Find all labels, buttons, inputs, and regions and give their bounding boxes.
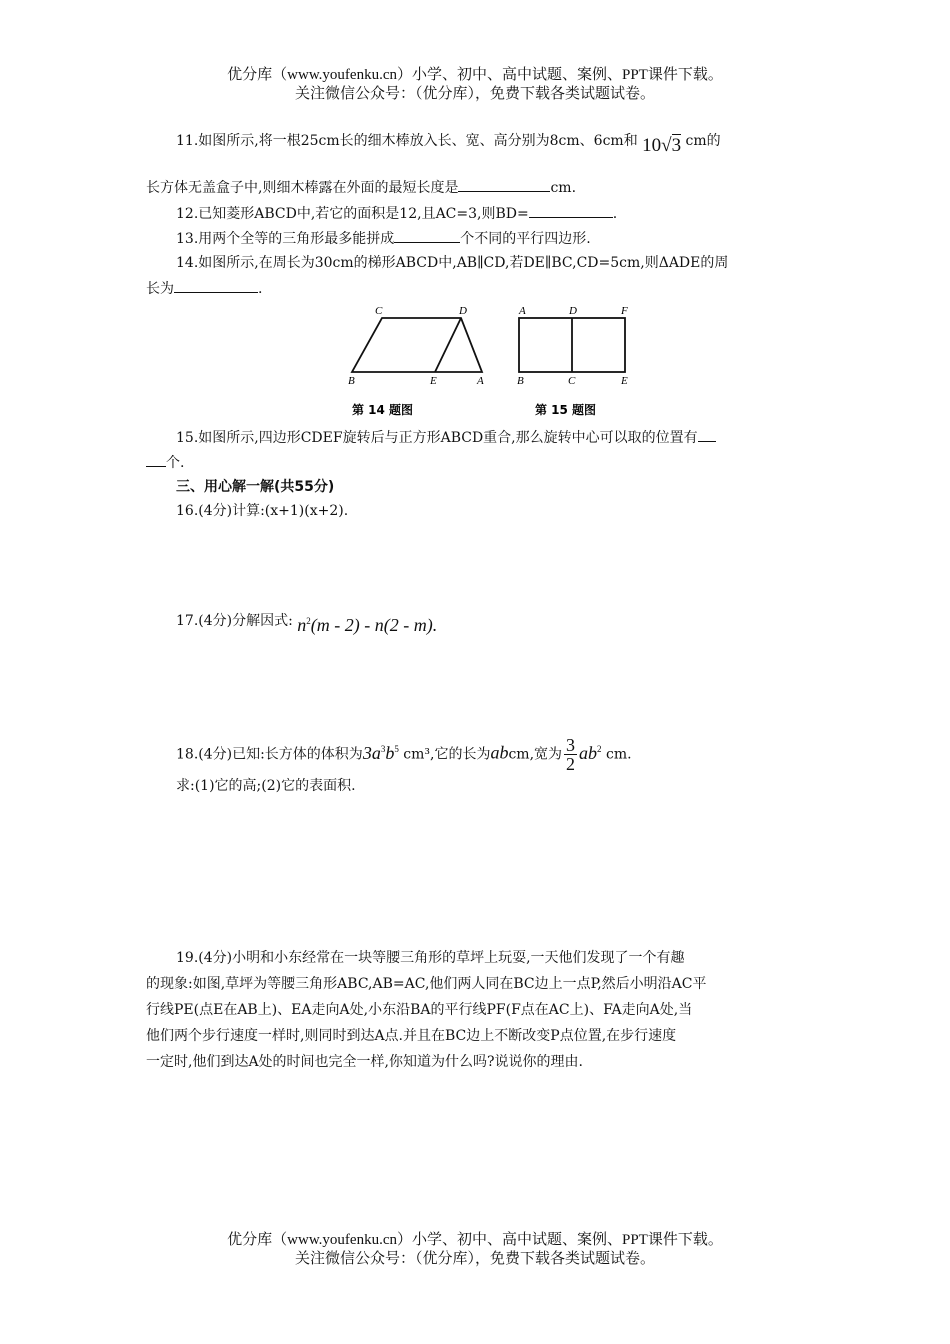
page-header-line1: 优分库（www.youfenku.cn）小学、初中、高中试题、案例、PPT课件下载。	[227, 67, 723, 83]
q14-answer-blank[interactable]	[174, 278, 258, 293]
q13-end: 个不同的平行四边形.	[460, 231, 591, 247]
question-14-line2	[146, 278, 262, 299]
q18-unit3: cm.	[605, 746, 632, 763]
question-14	[176, 253, 728, 273]
q11-coefficient: 10	[642, 135, 662, 156]
fig15-label-c: C	[568, 375, 576, 387]
q15-answer-blank-part1[interactable]	[698, 427, 716, 442]
question-19-line4: 他们两个步行速度一样时,则同时到达A点.并且在BC边上不断改变P点位置,在步行速度	[146, 1028, 677, 1044]
q12-answer-blank[interactable]	[529, 203, 613, 218]
q18-width	[579, 743, 602, 763]
fig15-label-d: D	[569, 305, 577, 317]
question-19-line1: 19.(4分)小明和小东经常在一块等腰三角形的草坪上玩耍,一天他们发现了一个有趣	[176, 950, 685, 966]
q14-text: 14.如图所示,在周长为30cm的梯形ABCD中,AB∥CD,若DE∥BC,CD=5cm,则ΔADE的周	[176, 255, 729, 271]
figure-14-trapezoid	[348, 305, 484, 387]
question-16: 16.(4分)计算:(x+1)(x+2).	[176, 503, 349, 519]
q17-expr-a: n	[297, 615, 307, 635]
q18-unit2: cm,宽为	[508, 746, 563, 763]
q18-vol-b: b	[385, 742, 395, 763]
fig14-label-d: D	[459, 305, 467, 317]
question-15-line2	[146, 452, 184, 473]
fig14-label-e: E	[430, 375, 437, 387]
q11-answer-blank[interactable]	[458, 177, 550, 192]
page-footer-line1: 优分库（www.youfenku.cn）小学、初中、高中试题、案例、PPT课件下载。	[227, 1232, 723, 1248]
q18-wid: ab	[579, 742, 598, 763]
q11-text2: 长方体无盖盒子中,则细木棒露在外面的最短长度是	[146, 180, 459, 196]
section-3-title: 三、用心解一解(共55分)	[176, 479, 335, 495]
q18-volume	[363, 743, 399, 763]
question-12	[176, 203, 617, 224]
figure-15-squares	[517, 305, 628, 387]
q13-answer-blank[interactable]	[394, 228, 460, 243]
q11-radical-expression: 10√3	[642, 135, 682, 156]
q18-text: 18.(4分)已知:长方体的体积为	[176, 746, 363, 763]
q14-text2: 长为	[146, 281, 174, 297]
q18-frac-den: 2	[566, 754, 576, 774]
question-19-line2: 的现象:如图,草坪为等腰三角形ABC,AB=AC,他们两人同在BC边上一点P,然后小明沿AC平	[146, 976, 707, 992]
question-18-ask: 求:(1)它的高;(2)它的表面积.	[176, 778, 356, 794]
q18-frac-num: 3	[566, 735, 576, 755]
q18-fraction	[564, 736, 577, 773]
q14-end: .	[258, 281, 263, 297]
q17-expr-a-sup: 2	[306, 616, 311, 626]
fig15-label-e: E	[621, 375, 628, 387]
q18-vol-sup2: 5	[394, 743, 399, 754]
q15-end: 个.	[166, 455, 185, 471]
question-17	[176, 605, 438, 635]
fig14-caption: 第 14 题图	[352, 403, 414, 417]
question-18	[176, 736, 632, 773]
fig14-label-a: A	[477, 375, 484, 387]
q12-text: 12.已知菱形ABCD中,若它的面积是12,且AC=3,则BD=	[176, 206, 529, 222]
q12-end: .	[612, 206, 618, 222]
fig15-label-a: A	[519, 305, 526, 317]
question-13	[176, 228, 591, 249]
q18-vol-sup1: 3	[380, 743, 386, 754]
fig14-label-c: C	[375, 305, 383, 317]
fig15-caption: 第 15 题图	[535, 403, 597, 417]
page-header-line2: 关注微信公众号：（优分库），免费下载各类试题试卷。	[294, 86, 655, 102]
question-19-line5: 一定时,他们到达A处的时间也完全一样,你知道为什么吗?说说你的理由.	[146, 1054, 583, 1070]
q11-unit-end: cm.	[550, 180, 577, 196]
q15-text: 15.如图所示,四边形CDEF旋转后与正方形ABCD重合,那么旋转中心可以取的位置有	[176, 430, 698, 446]
q11-radicand: 3	[671, 135, 682, 156]
q18-wid-sup: 2	[597, 743, 602, 754]
q17-text: 17.(4分)分解因式:	[176, 613, 293, 629]
fig15-label-b: B	[517, 375, 524, 387]
q11-text: 11.如图所示,将一根25cm长的细木棒放入长、宽、高分别为8cm、6cm和	[176, 133, 638, 149]
fig14-label-b: B	[348, 375, 355, 387]
question-15	[176, 427, 716, 448]
q17-expr-b: (m - 2) - n(2 - m).	[310, 615, 438, 635]
q18-length: ab	[490, 742, 509, 763]
page-footer-line2: 关注微信公众号：（优分库），免费下载各类试题试卷。	[294, 1251, 655, 1267]
q13-text: 13.用两个全等的三角形最多能拼成	[176, 231, 395, 247]
q15-answer-blank-part2[interactable]	[146, 452, 166, 467]
question-11-line2	[146, 177, 576, 198]
q17-expression	[297, 615, 437, 635]
q18-vol-coef: 3a	[362, 742, 381, 763]
question-19-line3: 行线PE(点E在AB上)、EA走向A处,小东沿BA的平行线PF(F点在AC上)、FA走向A处,当	[146, 1002, 693, 1018]
q18-unit1: cm³,它的长为	[403, 746, 491, 763]
fig15-label-f: F	[621, 305, 628, 317]
question-11	[176, 130, 721, 156]
figure-14-15	[330, 296, 640, 424]
q11-unit: cm的	[685, 133, 721, 149]
